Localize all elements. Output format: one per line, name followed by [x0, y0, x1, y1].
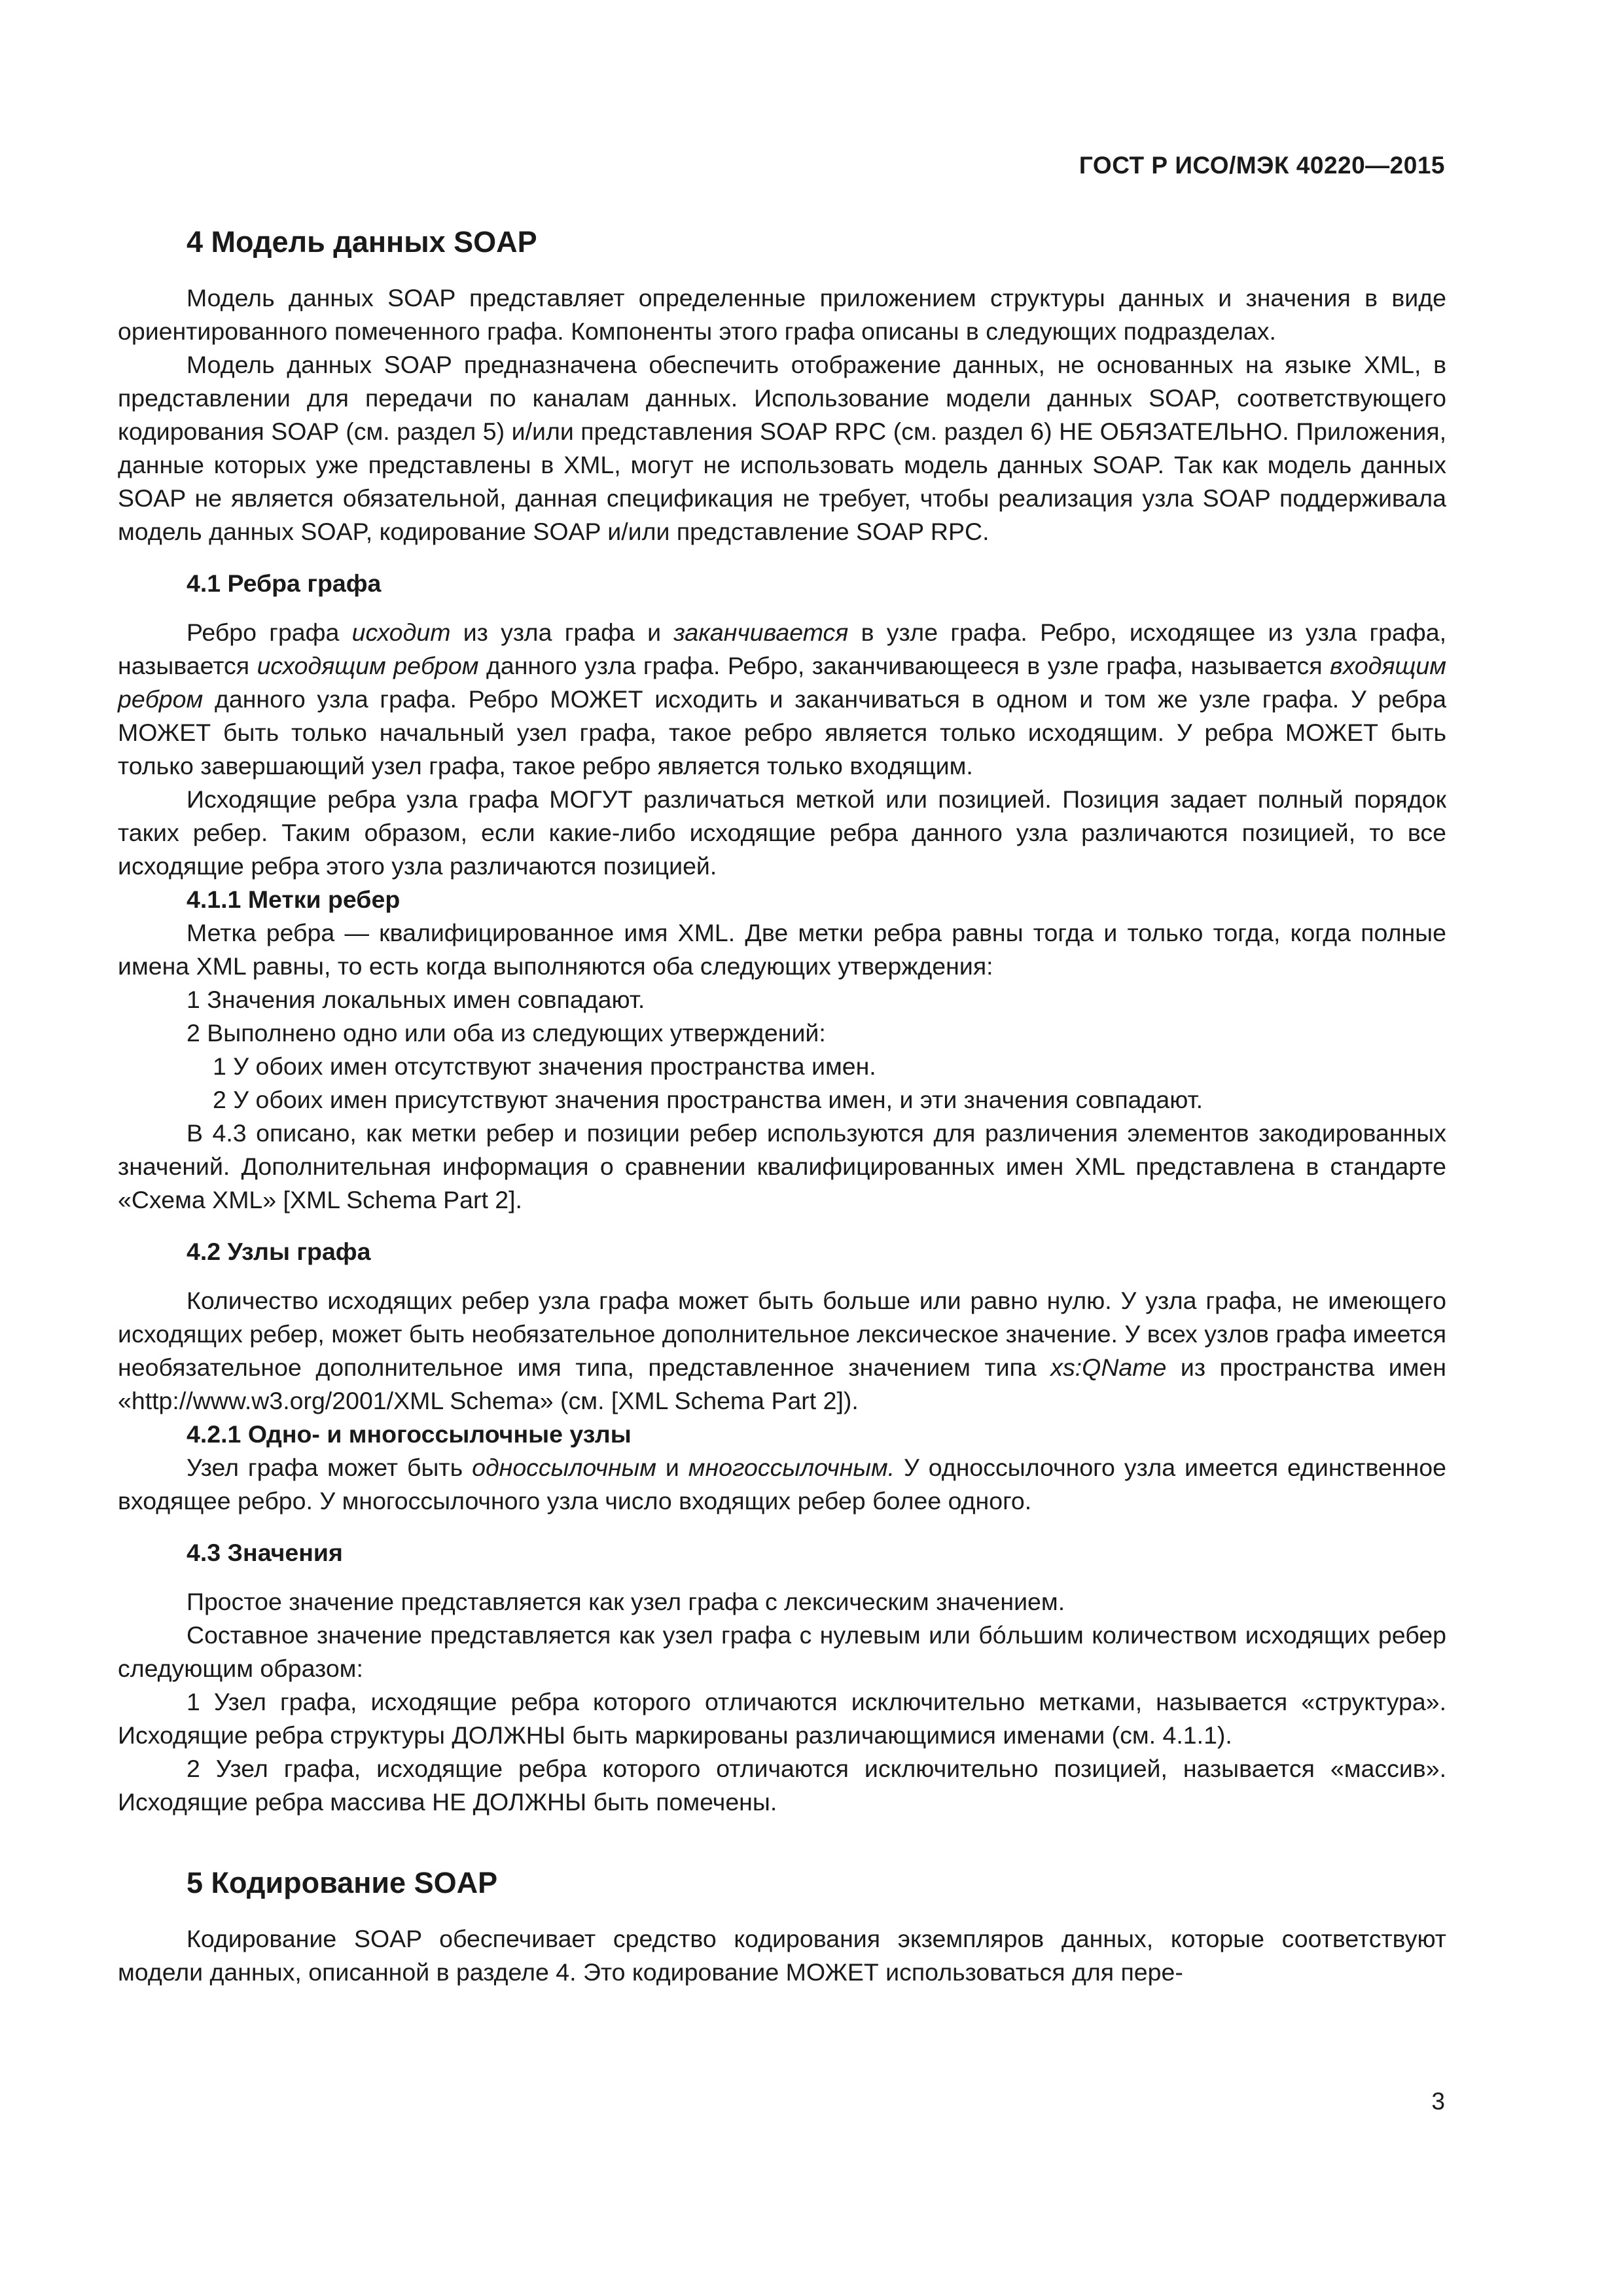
section-4-1-title: 4.1 Ребра графа — [187, 569, 382, 597]
section-4-1-1-paragraph-2: В 4.3 описано, как метки ребер и позиции ребер используются для различения элементов закодированных значений. Дополнительная информация о сравнении квалифицированных имен XML представлена в стандарте «Схема XML» [XML Schema Part 2]. — [118, 1119, 1446, 1213]
section-4-3-paragraph-2: Составное значение представляется как узел графа с нулевым или бóльшим количеством исходящих ребер следующим образом: — [118, 1621, 1446, 1682]
section-4-2-1-paragraph-1: Узел графа может быть односсылочным и многоссылочным. У односсылочного узла имеется единственное входящее ребро. У многоссылочного узла число входящих ребер более одного. — [118, 1454, 1446, 1515]
section-4-1-paragraph-1: Ребро графа исходит из узла графа и заканчивается в узле графа. Ребро, исходящее из узла графа, называется исходящим ребром данного узла графа. Ребро, заканчивающееся в узле графа, называется входящим ребром данного узла графа. Ребро МОЖЕТ исходить и заканчиваться в одном и том же узле графа. У ребра МОЖЕТ быть только начальный узел графа, такое ребро является только исходящим. У ребра МОЖЕТ быть только завершающий узел графа, такое ребро является только входящим. — [118, 619, 1446, 780]
list-item: 2 Узел графа, исходящие ребра которого отличаются исключительно позицией, называется «массив». Исходящие ребра массива НЕ ДОЛЖНЫ быть помечены. — [118, 1755, 1446, 1816]
section-5-title: 5 Кодирование SOAP — [187, 1866, 498, 1899]
section-4-1-paragraph-2: Исходящие ребра узла графа МОГУТ различаться меткой или позицией. Позиция задает полный порядок таких ребер. Таким образом, если какие-либо исходящие ребра данного узла различаются позицией, то все исходящие ребра этого узла различаются позицией. — [118, 785, 1446, 880]
sub-list-item: 2 У обоих имен присутствуют значения пространства имен, и эти значения совпадают. — [213, 1086, 1203, 1113]
section-4-1-1-title: 4.1.1 Метки ребер — [187, 886, 401, 913]
list-item: 2 Выполнено одно или оба из следующих утверждений: — [187, 1019, 826, 1047]
section-4-paragraph-2: Модель данных SOAP предназначена обеспечить отображение данных, не основанных на языке XML, в представлении для передачи по каналам данных. Использование модели данных SOAP, соответствующего кодирования SOAP (см. раздел 5) и/или представления SOAP RPC (см. раздел 6) НЕ ОБЯЗАТЕЛЬНО. Приложения, данные которых уже представлены в XML, могут не использовать модель данных SOAP. Так как модель данных SOAP не является обязательной, данная спецификация не требует, чтобы реализация узла SOAP поддерживала модель данных SOAP, кодирование SOAP и/или представление SOAP RPC. — [118, 351, 1446, 545]
page-content — [118, 223, 1446, 1989]
section-4-3-paragraph-1: Простое значение представляется как узел графа с лексическим значением. — [187, 1588, 1065, 1615]
page-number: 3 — [1431, 2088, 1445, 2115]
document-code-header: ГОСТ Р ИСО/МЭК 40220—2015 — [1079, 152, 1445, 179]
list-item: 1 Узел графа, исходящие ребра которого отличаются исключительно метками, называется «структура». Исходящие ребра структуры ДОЛЖНЫ быть маркированы различающимися именами (см. 4.1.1). — [118, 1688, 1446, 1749]
section-4-2-1-title: 4.2.1 Одно- и многоссылочные узлы — [187, 1420, 632, 1448]
section-4-1-1-paragraph-1: Метка ребра — квалифицированное имя XML. Две метки ребра равны тогда и только тогда, когда полные имена XML равны, то есть когда выполняются оба следующих утверждения: — [118, 919, 1446, 980]
section-4-paragraph-1: Модель данных SOAP представляет определенные приложением структуры данных и значения в виде ориентированного помеченного графа. Компоненты этого графа описаны в следующих подразделах. — [118, 284, 1446, 345]
section-4-title: 4 Модель данных SOAP — [187, 225, 537, 259]
section-5-paragraph-1: Кодирование SOAP обеспечивает средство кодирования экземпляров данных, которые соответствуют модели данных, описанной в разделе 4. Это кодирование МОЖЕТ использоваться для пере- — [118, 1925, 1446, 1986]
section-4-2-title: 4.2 Узлы графа — [187, 1238, 371, 1265]
list-item: 1 Значения локальных имен совпадают. — [187, 986, 645, 1013]
section-4-2-paragraph-1: Количество исходящих ребер узла графа может быть больше или равно нулю. У узла графа, не имеющего исходящих ребер, может быть необязательное дополнительное лексическое значение. У всех узлов графа имеется необязательное дополнительное имя типа, представленное значением типа xs:QName из пространства имен «http://www.w3.org/2001/XML Schema» (см. [XML Schema Part 2]). — [118, 1287, 1446, 1414]
sub-list-item: 1 У обоих имен отсутствуют значения пространства имен. — [213, 1052, 876, 1080]
section-4-3-title: 4.3 Значения — [187, 1539, 343, 1566]
